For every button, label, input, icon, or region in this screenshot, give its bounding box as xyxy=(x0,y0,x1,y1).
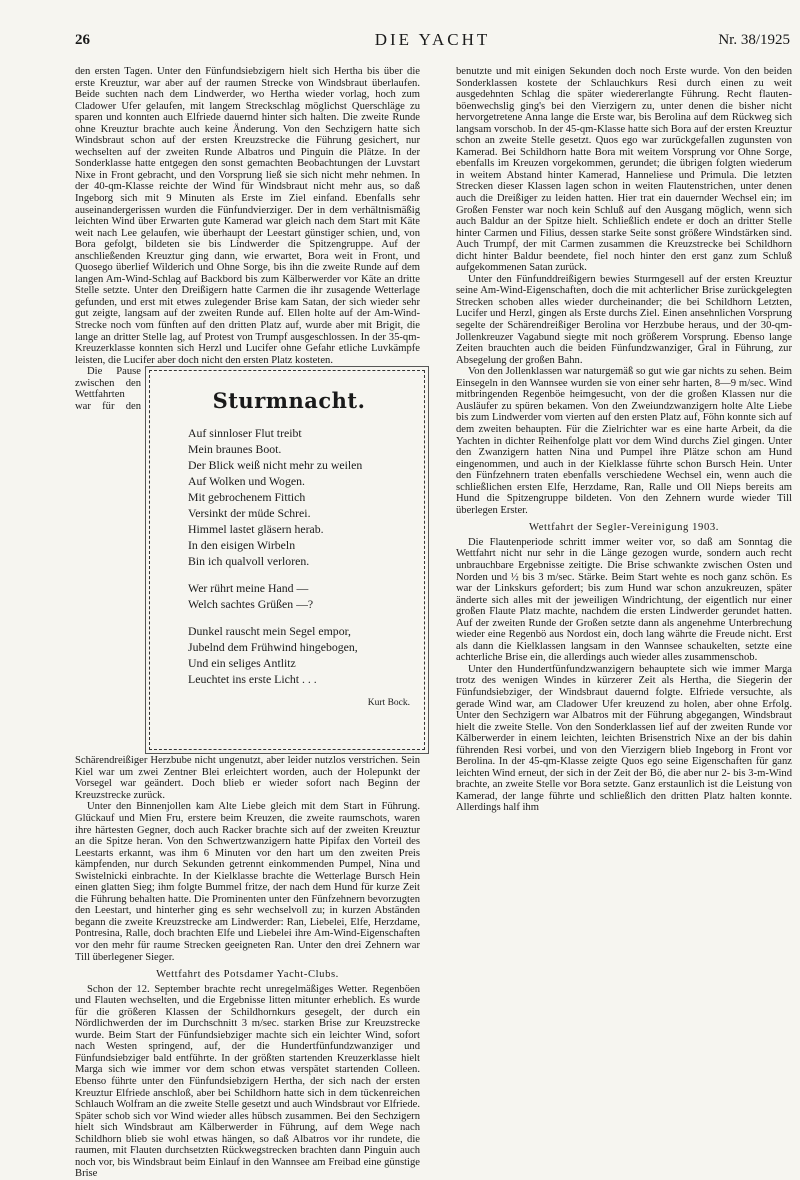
paragraph: den ersten Tagen. Unter den Fünfundsiebzigern hielt sich Hertha bis über die erste Kreuztur, war aber auf der raumen Strecke von Windsbraut überlaufen. Beide suchten nach dem Lindwerder, wo Hertha wieder vorlag, hoch zum Cladower Ufer gelaufen, mit langem Streckschlag möglichst Querschläge zu sparen und konnten auch Elfriede dauernd hinter sich halten. Die zweite Runde ohne Kreuztur brachte auch keine Änderung. Von den Sechzigern hatte sich Windsbraut schon auf der ersten Kreuzstrecke die Führung gesichert, nur wechselten auf der zweiten Runde Albatros und Pinguin die Plätze. In der Sonderklasse hatte entgegen den sonst gemachten Beobachtungen der Luvstart Nixe in Front gebracht, und den Vorsprung ließ sie sich nicht mehr nehmen. In der 40-qm-Klasse reichte der Wind für Windsbraut nicht mehr aus, so daß Ingeborg sich mit 9 Minuten als Erste im Ziel einfand. Ebenfalls sehr auseinandergerissen wurden die Fünfundvierziger. Der in dem verhältnismäßig leichten Wind über Erwarten gute Kamerad war gleich nach dem Start mit Käte weit nach Lee gelaufen, wie überhaupt der Leestart günstiger schien, und, von Bora gefolgt, bildeten sie bis Lindwerder die Spitzengruppe. Auf der anschließenden Kreuztur ging dann, wie erwartet, Bora weit in Front, und Quosego überlief Wilderich und Ohne Sorge, bis ihn die zweite Runde auf dem langen Am-Wind-Schlag auf Backbord bis zum Kälberwerder vor Käte an dritte Stelle setzte. Unter den Dreißigern hatte Carmen die ihr zusagende Wetterlage gefunden, und erst mit etwes zulegender Brise kam Satan, der sich wieder sehr gut zeigte, langsam auf der zweiten Runde auf. Ellen holte auf der Am-Wind-Strecke noch vom fünften auf den dritten Platz auf, wurde aber mit Brigit, die lange an dritter Stelle lag, auf Protest von Trumpf ausgeschlossen. In der 35-qm-Kreuzerklasse konnten sich Herzl und Lucifer ohne Gefahr etliche Luvkämpfe leisten, die Lucifer aber doch nicht den ersten Platz kosteten. xyxy=(75,66,420,366)
paragraph: Die Flautenperiode schritt immer weiter vor, so daß am Sonntag die Wettfahrt nicht nur sehr in die Länge gezogen wurde, sondern auch recht unbrauchbare Ergebnisse zeitigte. Die Brise schwankte zwischen Osten und Norden und ½ bis 3 m/sec. Stärke. Beim Start wehte es noch ganz schön. Es war der Linkskurs gefordert; bis zum Hund war schon anzukreuzen, später änderte sich alles mit der jeweiligen Windrichtung, der eigentlich nur einer großen Flaute Platz machte, nachdem die ersten Lindwerder gerundet hatten. Auf der zweiten Runde der Großen setzte dann als angenehme Unterbrechung wieder eine Regenbö aus Nordost ein, doch lang währte die Freude nicht. Erst als dann die Kielklassen langsam in den Wannsee schaukelten, setzte eine achterliche Brise ein, die allerdings auch wieder alles zusammenschob. xyxy=(456,536,792,664)
section-heading: Wettfahrt des Potsdamer Yacht-Clubs. xyxy=(156,969,339,981)
poem-line: Und ein seliges Antlitz xyxy=(188,655,296,670)
poem-line: Versinkt der müde Schrei. xyxy=(188,505,311,520)
magazine-title: DIE YACHT xyxy=(374,30,491,49)
poem-line: Wer rührt meine Hand — xyxy=(188,580,309,595)
poem-stanza xyxy=(188,623,410,687)
paragraph: Unter den Binnenjollen kam Alte Liebe gleich mit dem Start in Führung. Glückauf und Mien Fru, erstere beim Kreuzen, die zweite raumschots, waren ihre härtesten Gegner, doch auch Racker brachte sich auf der zweiten Kreuztur an die Spitze heran. Von den Schwertzwanzigern hatte Pipifax den Vorteil des Leestarts erkannt, was ihm 6 Minuten vor den hart um den zweiten Preis kämpfenden, nur durch Sekunden getrennt einkommenden Pumpel, Nina und Swistelnicki einbrachte. In der Kielklasse brachte die Wetterlage Bursch Hein einen glatten Sieg; ihm folgte Bummel fritze, der nach dem Hund für kurze Zeit die Führung behalten hatte. Die Prominenten unter den Fünfzehnern bevorzugten den Leestart, und hinterher ging es sehr wechselvoll zu; in kurzen Abständen begann die zweite Kreuzstrecke am Lindwerder: Ran, Liebelei, Elfe, Herzdame, Pontresina, Ralle, doch brachten Elfe und Liebelei ihre Am-Wind-Eigenschaften vor den mehr für raume Strecken geeigneten Ran. Unter den drei Zehnern war Till überlegener Sieger. xyxy=(75,801,420,963)
poem-line: Welch sachtes Grüßen —? xyxy=(188,596,314,611)
poem-line: Jubelnd dem Frühwind hingebogen, xyxy=(188,639,358,654)
paragraph: Unter den Hundertfünfundzwanzigern behauptete sich wie immer Marga trotz des wenigen Windes in kürzerer Zeit als Hertha, die Siegerin der Fünfundsiebziger, der Windsbraut dauernd folgte. Elfriede versuchte, als gerade Wind war, am Cladower Ufer kreuzend zu holen, aber ohne Erfolg. Unter den Sechzigern war Albatros mit der Führung abgegangen, Windsbraut hielt die zweite Stelle. Von den Sonderklassen lief auf der zweiten Runde vor Kälberwerder in einem leichten, leichten Brisenstrich Nixe an der bis dahin führenden Resi vorbei, und von den Vierzigern blieb Ingeborg in Front vor Berolina. In der 45-qm-Klasse zeigte Quos ego seine Eigenschaften für ganz leichten Wind erneut, der sich in der Zeit der Bö, die aber nur 2- bis 3-m-Wind brachte, an zweite Stelle vor Bora setzte. Ganz erstaunlich ist die Leistung von Kamerad, der lange führte und schließlich den dritten Platz halten konnte. Allerdings half ihm xyxy=(456,663,792,814)
poem-line: Dunkel rauscht mein Segel empor, xyxy=(188,623,352,638)
issue-number: Nr. 38/1925 xyxy=(718,32,790,48)
paragraph: Schon der 12. September brachte recht unregelmäßiges Wetter. Regenböen und Flauten wechselten, und die Ergebnisse litten mitunter erheblich. Es wurde für die größeren Klassen der Schildhornkurs gesegelt, der durch ein Nördlichwerden der im Durchschnitt 3 m/sec. starken Brise zur Kreuzstrecke wurde. Beim Start der Fünfundsiebziger machte sich ein leichter Wind, sofort nach Westen springend, auf, der die Hundertfünfundzwanziger und Fünfundsiebziger bald entführte. In der größten startenden Kreuzerklasse hielt Marga sich wie immer vor dem schon etwas verspätet startenden Colleen. Ebenso führte unter den Fünfundsiebzigern Hertha, der sich nach der ersten Kreuztur Elfriede anschloß, aber bei Schildhorn hatte sich in dem tückenreichen Schlauch Wolfram an die zweite Stelle gesetzt und auch Windsbraut vor Elfriede. Später schob sich vor Wind wieder alles hübsch zusammen. Bei den Sechzigern hielt sich Windsbraut am Kälberwerder in Führung, auf dem Wege nach Schildhorn blieb sie wohl etwas hängen, so daß Albatros vor ihr rundete, die raumen, mit Flauten durchsetzten Rückwegstrecken brachten dann Pinguin auch noch vor, bis Windsbraut beim Einlauf in den Wannsee am Freibad eine günstige Brise xyxy=(75,983,420,1180)
poem-line: Mit gebrochenem Fittich xyxy=(188,489,306,504)
poem-box xyxy=(149,370,425,750)
poem-line: Bin ich qualvoll verloren. xyxy=(188,553,310,568)
paragraph: benutzte und mit einigen Sekunden doch noch Erste wurde. Von den beiden Sonderklassen kostete der Schlauchkurs Resi durch einen zu weit ausgedehnten Schlag die später wiedererlangte Führung. Recht flauten-böenwechslig ging's bei den Vierzigern zu, unter denen die bisher nicht hervorgetretene Anna lange die Erste war, bis Berolina auf dem Rückweg sich langsam vorschob. In der 45-qm-Klasse hatte sich Bora auf der ersten Kreuztur schon an zweite Stelle gesetzt. Quos ego war zurückgefallen zugunsten von Kamerad. Bei Schildhorn hatte Bora mit weitem Vorsprung vor Ohne Sorge, ebenfalls im Kreuzen vorgekommen, gerundet; die übrigen folgten wiederum in weitem Abstand hinter Kamerad, Hanneliese und Primula. Die letzten Strecken dieser Klassen lagen schon in weiten Flautenstrichen, unter denen auch die Dreißiger zu leiden hatten. Hier trat ein dauernder Wechsel ein; im Großen Fenster war noch kein Schluß auf den Ausgang möglich, wenn sich auch Baldur an der Spitze hielt. Schließlich endete er doch an dritter Stelle hinter Carmen und Filius, dessen starke Seite sonst größere Windstärken sind. Auch Trumpf, der mit Carmen zusammen die Kreuzstrecke bei Schildhorn dicht hinter Baldur beendete, fiel noch hinter den erst ganz zum Schluß aufgekommenen Satan zurück. xyxy=(456,66,792,274)
poem-title: Sturmnacht. xyxy=(212,388,366,414)
page-number: 26 xyxy=(75,32,90,48)
right-column xyxy=(456,66,792,814)
poem-author: Kurt Bock. xyxy=(367,697,410,708)
poem-line: Mein braunes Boot. xyxy=(188,441,282,456)
poem-line: Leuchtet ins erste Licht . . . xyxy=(188,671,317,686)
poem-stanza xyxy=(188,580,410,612)
poem-stanza xyxy=(188,425,410,569)
paragraph: Die Pause zwischen den Wettfahrten war für den Schärendreißiger Herzbube nicht ungenutzt, aber leider nutzlos verstrichen. Sein Kiel war um zwei Zentner Blei erleichtert worden, auch der Holepunkt der Vorsegel war geändert. Doch blieb er wieder sofort nach Beginn der Kreuzstrecke zurück. xyxy=(75,366,420,801)
poem-line: Himmel lastet gläsern herab. xyxy=(188,521,324,536)
paragraph: Unter den Fünfunddreißigern bewies Sturmgesell auf der ersten Kreuztur seine Am-Wind-Eigenschaften, doch die mit achterlicher Brise zurückgelegten Strecken schoben alles wieder durcheinander; die bei Schildhorn Letzten, Lucifer und Herzl, gingen als Erste durchs Ziel. Einen ansehnlichen Vorsprung segelte der Schärendreißiger Berolina vor Herzbube heraus, und der 30-qm-Jollenkreuzer Vagabund siegte mit noch größerem Vorsprung. Ebenso lange Zeiten brauchten auch die beiden Fünfundzwanziger, Gral in Führung, zur Absegelung der großen Bahn. xyxy=(456,273,792,366)
poem-line: In den eisigen Wirbeln xyxy=(188,537,296,552)
paragraph: Von den Jollenklassen war naturgemäß so gut wie gar nichts zu sehen. Beim Einsegeln in den Wannsee wurden sie von einer sehr harten, 8—9 m/sec. Wind mitbringenden Regenböe heimgesucht, von der die großen Klassen nur die Ausläufer zu spüren bekamen. Von den Zweiundzwanzigern holte Alte Liebe bis zum Lindwerder vom vierten auf den ersten Platz auf, Föhn konnte sich auf dem zweiten behaupten. Für die Zielrichter war es eine harte Arbeit, da die Yachten in dichter Reihenfolge platt vor dem Wind durchs Ziel gingen. Unter den Zwanzigern hatten Nina und Pumpel ihre Plätze schon am Hund eingenommen, und auch in der Kielklasse führte schon Bursch Hein. Unter den Fünfzehnern traten ebenfalls verschiedene Wechsel ein, wenn auch die schließlichen ersten Elfe, Herzdame, Ran, Ralle und Oll Nieps bereits am Hund die Spitzengruppe bildeten. Von den Zehnern wurde wieder Till überlegen Erster. xyxy=(456,366,792,516)
section-heading: Wettfahrt der Segler-Vereinigung 1903. xyxy=(528,522,719,534)
page-header xyxy=(75,30,790,52)
left-column xyxy=(75,66,420,1180)
poem-line: Auf sinnloser Flut treibt xyxy=(188,425,302,440)
poem-line: Auf Wolken und Wogen. xyxy=(188,473,305,488)
poem-line: Der Blick weiß nicht mehr zu weilen xyxy=(188,457,363,472)
